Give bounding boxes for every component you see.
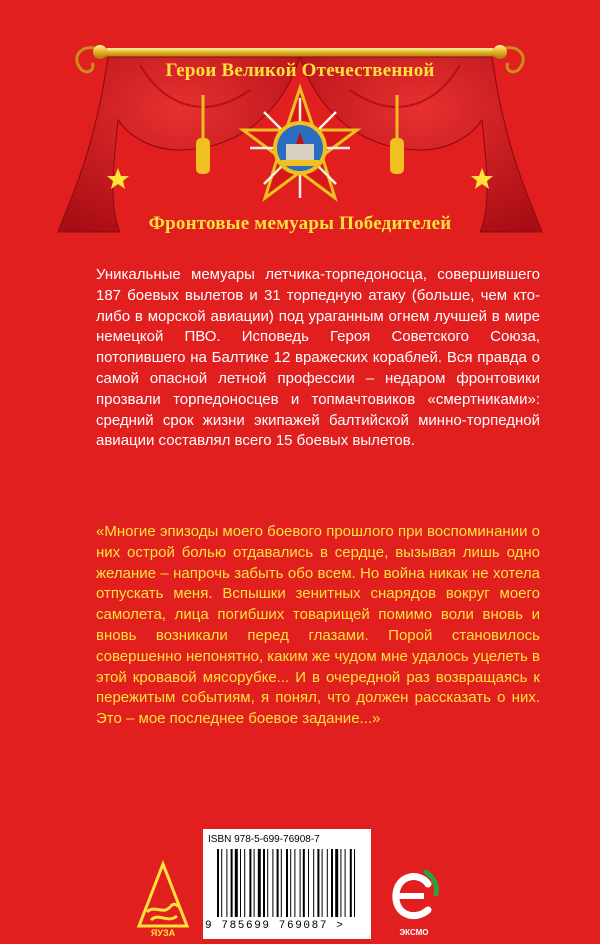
barcode-bar [313, 849, 314, 917]
series-title-bottom: Фронтовые мемуары Победителей [148, 213, 452, 234]
barcode-bar [294, 849, 295, 917]
barcode-digits: 9 785699 769087 > [205, 920, 345, 932]
barcode-bar [226, 849, 227, 917]
barcode-bar [272, 849, 273, 917]
curtain-banner [0, 0, 600, 245]
barcode-bar [331, 849, 333, 917]
barcode-bar [350, 849, 352, 917]
barcode-bar [221, 849, 222, 917]
barcode-bar [263, 849, 265, 917]
barcode-bar [322, 849, 323, 917]
barcode-bar [240, 849, 241, 917]
barcode-bar [354, 849, 355, 917]
barcode-bar [258, 849, 261, 917]
barcode-bar [317, 849, 319, 917]
barcode-bar [308, 849, 309, 917]
barcode-bar [231, 849, 233, 917]
publisher-right-label: ЭКСМО [399, 928, 429, 937]
isbn-text: ISBN 978-5-699-76908-7 [208, 834, 320, 845]
barcode-bar [217, 849, 219, 917]
barcode-bar [235, 849, 238, 917]
book-annotation: Уникальные мемуары летчика-торпедоносца, совершившего 187 боевых вылетов и 31 торпедную атаку (больше, чем кто-либо в морской авиации) под ураганным огнем лучшей в мире немецкой ПВО. Исповедь Героя Советского Союза, потопившего на Балтике 12 вражеских кораблей. Вся правда о самой опасной летной профессии – недаром фронтовики прозвали торпедоносцев и топмачтовиков «смертниками»: средний срок жизни экипажей балтийской минно-торпедной авиации составлял всего 15 боевых вылетов. [96, 266, 540, 450]
barcode-bar [244, 849, 245, 917]
barcode-bar [281, 849, 282, 917]
barcode-bar [345, 849, 346, 917]
barcode-bar [254, 849, 255, 917]
barcode-bar [303, 849, 305, 917]
barcode-bar [335, 849, 338, 917]
barcode-bar [340, 849, 341, 917]
barcode-bar [300, 849, 301, 917]
barcode-bar [290, 849, 291, 917]
series-title-top: Герои Великой Отечественной [165, 60, 435, 81]
barcode-bar [267, 849, 268, 917]
barcode-bar [286, 849, 288, 917]
barcode-bar [327, 849, 328, 917]
author-quote: «Многие эпизоды моего боевого прошлого при воспоминании о них острой болью отдавались в сердце, вызывая лишь одно желание – напрочь забыть обо всем. Но война никак не хотела отпускать меня. Вспышки зенитных снарядов вокруг моего самолета, лица погибших товарищей помимо воли вновь и вновь возникали перед глазами. Порой становилось совершенно непонятно, каким же чудом мне удалось уцелеть в этой кровавой мясорубке... И в очередной раз возвращаясь к пережитым событиям, я понял, что должен рассказать о них. Это – мое последнее боевое задание...» [96, 523, 541, 728]
publisher-left-label: ЯУЗА [150, 928, 176, 938]
barcode-bar [249, 849, 251, 917]
barcode-bar [277, 849, 279, 917]
